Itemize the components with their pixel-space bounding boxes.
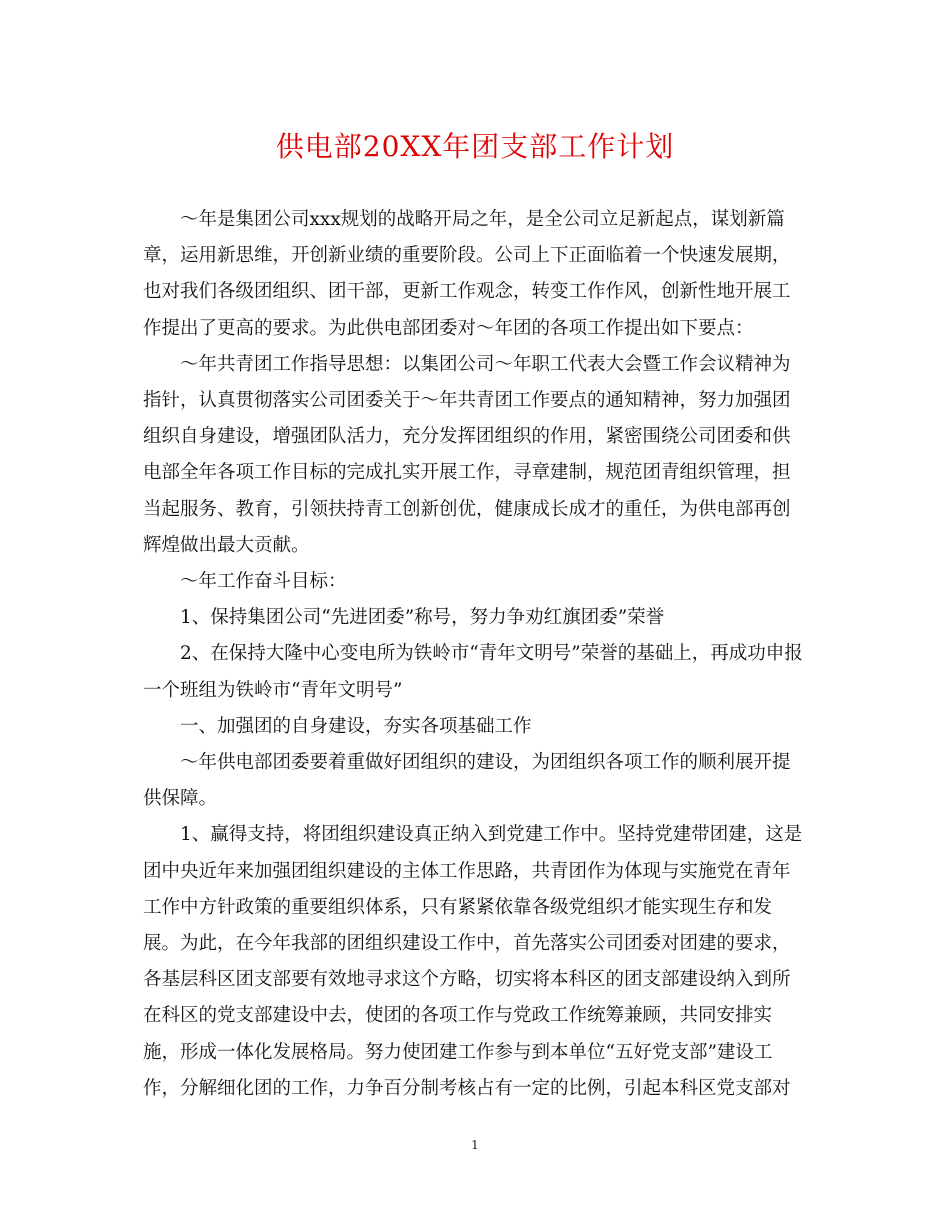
text-line: 工作中方针政策的重要组织体系，只有紧紧依靠各级党组织才能实现生存和发 [143,896,773,918]
document-body [143,202,805,1107]
text-line: 辉煌做出最大贡献。 [143,534,310,556]
body-paragraph [143,564,805,600]
text-line: 在科区的党支部建设中去，使团的各项工作与党政工作统筹兼顾，共同安排实 [143,1005,773,1027]
text-line: 1、保持集团公司“先进团委”称号，努力争劝红旗团委”荣誉 [180,607,665,629]
text-line: 组织自身建设，增强团队活力，充分发挥团组织的作用，紧密围绕公司团委和供 [143,426,791,448]
document-title: 供电部20XX年团支部工作计划 [275,130,675,163]
page-number: 1 [471,1138,479,1152]
text-line: 1、赢得支持，将团组织建设真正纳入到党建工作中。坚持党建带团建，这是 [180,824,803,846]
text-line: 各基层科区团支部要有效地寻求这个方略，切实将本科区的团支部建设纳入到所 [143,969,791,991]
text-line: 作提出了更高的要求。为此供电部团委对～年团的各项工作提出如下要点： [143,317,754,339]
text-line: 电部全年各项工作目标的完成扎实开展工作，寻章建制，规范团青组织管理，担 [143,462,791,484]
text-line: 供保障。 [143,788,218,810]
text-line: 2、在保持大隆中心变电所为铁岭市“青年文明号”荣誉的基础上，再成功申报 [180,643,803,665]
text-line: 展。为此，在今年我部的团组织建设工作中，首先落实公司团委对团建的要求， [143,933,791,955]
text-line: ～年共青团工作指导思想：以集团公司～年职工代表大会暨工作会议精神为 [180,353,791,375]
body-paragraph [143,636,805,708]
body-paragraph [143,817,805,1107]
body-paragraph [143,600,805,636]
body-paragraph [143,202,805,347]
text-line: 章，运用新思维，开创新业绩的重要阶段。公司上下正面临着一个快速发展期， [143,245,791,267]
text-line: ～年是集团公司xxx规划的战略开局之年，是全公司立足新起点，谋划新篇 [180,209,785,230]
text-line: 一、加强团的自身建设，夯实各项基础工作 [180,715,532,737]
body-paragraph [143,745,805,817]
text-line: 当起服务、教育，引领扶持青工创新创优，健康成长成才的重任，为供电部再创 [143,498,791,520]
text-line: 作，分解细化团的工作，力争百分制考核占有一定的比例，引起本科区党支部对 [143,1077,791,1099]
text-line: 施，形成一体化发展格局。努力使团建工作参与到本单位“五好党支部”建设工 [143,1041,773,1063]
body-paragraph [143,347,805,564]
body-paragraph [143,709,805,745]
text-line: 一个班组为铁岭市“青年文明号” [143,679,403,701]
text-line: 指针，认真贯彻落实公司团委关于～年共青团工作要点的通知精神，努力加强团 [143,390,791,412]
text-line: ～年供电部团委要着重做好团组织的建设，为团组织各项工作的顺利展开提 [180,752,791,774]
text-line: 团中央近年来加强团组织建设的主体工作思路，共青团作为体现与实施党在青年 [143,860,791,882]
text-line: ～年工作奋斗目标： [180,571,347,593]
text-line: 也对我们各级团组织、团干部，更新工作观念，转变工作作风，创新性地开展工 [143,281,791,303]
